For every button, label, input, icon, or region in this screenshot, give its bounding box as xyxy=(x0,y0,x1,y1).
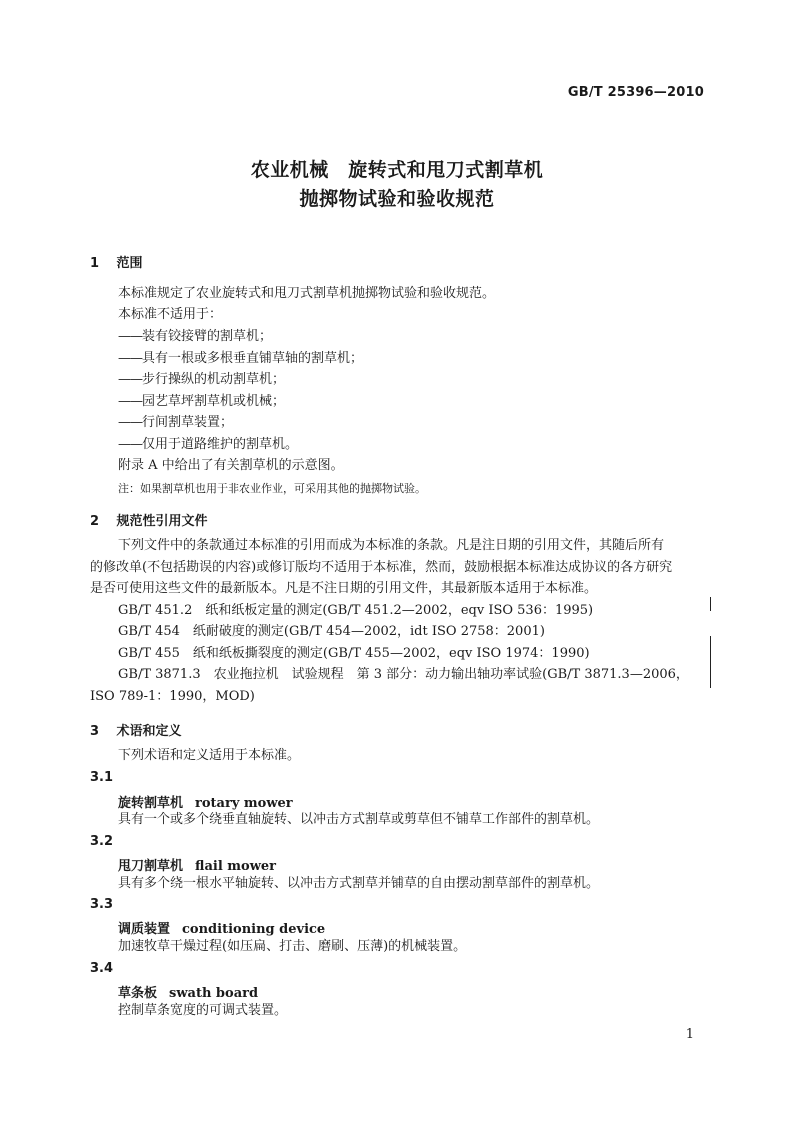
dash-mark: —— xyxy=(118,351,142,366)
terms-intro: 下列术语和定义适用于本标准。 xyxy=(118,748,301,763)
document-title-line1: 农业机械 旋转式和甩刀式割草机 xyxy=(250,159,544,181)
term-number: 3.3 xyxy=(90,897,114,912)
section-title: 规范性引用文件 xyxy=(116,514,208,529)
term-number: 3.4 xyxy=(90,961,114,976)
list-item-text: 装有铰接臂的割草机； xyxy=(142,329,273,344)
term-en: conditioning device xyxy=(182,922,326,937)
revision-bar xyxy=(710,636,711,688)
term-zh: 草条板 xyxy=(118,986,158,1001)
list-item-text: 园艺草坪割草机或机械； xyxy=(142,394,286,409)
annex-reference: 附录 A 中给出了有关割草机的示意图。 xyxy=(118,458,344,473)
dash-mark: —— xyxy=(118,415,142,430)
normative-paragraph-line: 的修改单(不包括勘误的内容)或修订版均不适用于本标准，然而，鼓励根据本标准达成协议的各方研究 xyxy=(90,560,673,575)
term-definition: 控制草条宽度的可调式装置。 xyxy=(118,1003,288,1018)
revision-bar xyxy=(710,597,711,611)
document-title-line2: 抛掷物试验和验收规范 xyxy=(299,188,495,210)
list-item-text: 仅用于道路维护的割草机。 xyxy=(142,437,299,452)
dash-mark: —— xyxy=(118,394,142,409)
dash-mark: —— xyxy=(118,372,142,387)
list-item xyxy=(118,437,298,453)
term-en: swath board xyxy=(169,986,259,1001)
term-entry xyxy=(118,982,258,1001)
section-2-heading xyxy=(90,510,208,529)
normative-paragraph-line: 是否可使用这些文件的最新版本。凡是不注日期的引用文件，其最新版本适用于本标准。 xyxy=(90,581,598,596)
list-item-text: 具有一根或多根垂直铺草轴的割草机； xyxy=(142,351,364,366)
term-number: 3.1 xyxy=(90,770,114,785)
page-number: 1 xyxy=(685,1027,694,1042)
standard-number: GB/T 25396—2010 xyxy=(567,85,704,100)
section-number: 2 xyxy=(90,514,100,529)
list-item-text: 行间割草装置； xyxy=(142,415,234,430)
section-1-heading xyxy=(90,252,143,271)
section-title: 范围 xyxy=(116,256,143,271)
term-number: 3.2 xyxy=(90,834,114,849)
term-zh: 调质装置 xyxy=(118,922,171,937)
reference-continuation: ISO 789-1：1990，MOD) xyxy=(90,689,255,704)
normative-paragraph-line: 下列文件中的条款通过本标准的引用而成为本标准的条款。凡是注日期的引用文件，其随后所有 xyxy=(118,538,665,553)
reference-item: GB/T 3871.3 农业拖拉机 试验规程 第 3 部分：动力输出轴功率试验(GB/T 3871.3—2006， xyxy=(118,667,689,682)
list-item xyxy=(118,351,363,367)
section-3-heading xyxy=(90,720,182,739)
list-item-text: 步行操纵的机动割草机； xyxy=(142,372,286,387)
term-definition: 具有一个或多个绕垂直轴旋转、以冲击方式割草或剪草但不铺草工作部件的割草机。 xyxy=(118,812,600,827)
scope-intro: 本标准规定了农业旋转式和甩刀式割草机抛掷物试验和验收规范。 xyxy=(118,286,496,301)
term-zh: 旋转割草机 xyxy=(118,796,184,811)
reference-item: GB/T 455 纸和纸板撕裂度的测定(GB/T 455—2002，eqv ISO 1974：1990) xyxy=(118,646,590,661)
reference-item: GB/T 451.2 纸和纸板定量的测定(GB/T 451.2—2002，eqv ISO 536：1995) xyxy=(118,603,594,618)
scope-note: 注：如果割草机也用于非农业作业，可采用其他的抛掷物试验。 xyxy=(118,482,426,495)
dash-mark: —— xyxy=(118,329,142,344)
term-en: rotary mower xyxy=(195,796,293,811)
list-item xyxy=(118,394,285,410)
list-item xyxy=(118,415,233,431)
section-number: 3 xyxy=(90,724,100,739)
term-en: flail mower xyxy=(195,859,277,874)
scope-not-apply: 本标准不适用于： xyxy=(118,307,223,322)
term-entry xyxy=(118,855,276,874)
section-number: 1 xyxy=(90,256,100,271)
dash-mark: —— xyxy=(118,437,142,452)
section-title: 术语和定义 xyxy=(116,724,182,739)
term-zh: 甩刀割草机 xyxy=(118,859,184,874)
term-definition: 具有多个绕一根水平轴旋转、以冲击方式割草并铺草的自由摆动割草部件的割草机。 xyxy=(118,876,600,891)
term-entry xyxy=(118,918,325,937)
list-item xyxy=(118,329,272,345)
list-item xyxy=(118,372,285,388)
reference-item: GB/T 454 纸耐破度的测定(GB/T 454—2002，idt ISO 2758：2001) xyxy=(118,624,545,639)
term-entry xyxy=(118,792,293,811)
term-definition: 加速牧草干燥过程(如压扁、打击、磨刷、压薄)的机械装置。 xyxy=(118,939,467,954)
